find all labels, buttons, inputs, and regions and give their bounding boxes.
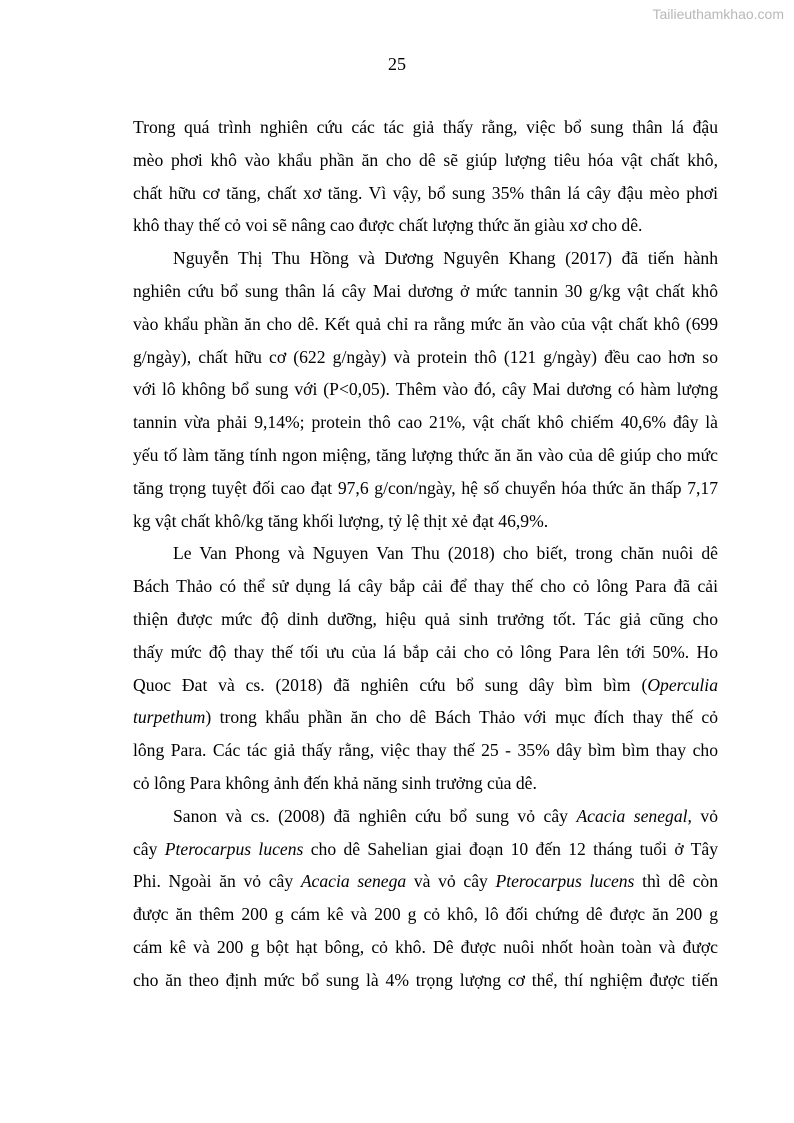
paragraph-2 [133,242,718,537]
text-line: turpethum) trong khẩu phần ăn cho dê Bách Thảo với mục đích thay thế cỏ [133,707,718,728]
text-line: nghiên cứu bổ sung thân lá cây Mai dương ở mức tannin 30 g/kg vật chất khô [133,280,718,301]
paragraph-4 [133,800,718,997]
body-text [133,111,718,997]
text-line: thiện được mức độ dinh dưỡng, hiệu quả sinh trưởng tốt. Tác giả cũng cho [133,608,718,629]
text-line: tăng trọng tuyệt đối cao đạt 97,6 g/con/ngày, hệ số chuyển hóa thức ăn thấp 7,17 [133,477,718,498]
text-line: vào khẩu phần ăn cho dê. Kết quả chỉ ra rằng mức ăn vào của vật chất khô (699 [133,313,718,334]
text-line: cám kê và 200 g bột hạt bông, cỏ khô. Dê được nuôi nhốt hoàn toàn và được [133,936,718,957]
text-line: Phi. Ngoài ăn vỏ cây Acacia senega và vỏ cây Pterocarpus lucens thì dê còn [133,871,718,892]
text-line: Le Van Phong và Nguyen Van Thu (2018) cho biết, trong chăn nuôi dê [173,543,718,564]
text-line: với lô không bổ sung với (P<0,05). Thêm vào đó, cây Mai dương có hàm lượng [133,379,718,400]
text-line: Trong quá trình nghiên cứu các tác giả thấy rằng, việc bổ sung thân lá đậu [133,117,718,137]
text-line: g/ngày), chất hữu cơ (622 g/ngày) và protein thô (121 g/ngày) đều cao hơn so [133,346,718,367]
watermark: Tailieuthamkhao.com [652,6,784,22]
text-line: cho ăn theo định mức bổ sung là 4% trọng lượng cơ thể, thí nghiệm được tiến [133,969,718,990]
text-line: khô thay thế cỏ voi sẽ nâng cao được chất lượng thức ăn giàu xơ cho dê. [133,215,643,236]
text-line: chất hữu cơ tăng, chất xơ tăng. Vì vậy, bổ sung 35% thân lá cây đậu mèo phơi [133,182,718,203]
text-line: tannin vừa phải 9,14%; protein thô cao 21%, vật chất khô chiếm 40,6% đây là [133,412,718,433]
text-line: cây Pterocarpus lucens cho dê Sahelian giai đoạn 10 đến 12 tháng tuổi ở Tây [133,838,718,859]
text-line: mèo phơi khô vào khẩu phần ăn cho dê sẽ giúp lượng tiêu hóa vật chất khô, [133,149,718,170]
paragraph-3 [133,537,718,799]
text-line: lông Para. Các tác giả thấy rằng, việc thay thế 25 - 35% dây bìm bìm thay cho [133,740,718,761]
text-line: cỏ lông Para không ảnh đến khả năng sinh trưởng của dê. [133,772,537,793]
text-line: yếu tố làm tăng tính ngon miệng, tăng lượng thức ăn ăn vào của dê giúp cho mức [133,444,718,465]
text-line: Nguyễn Thị Thu Hồng và Dương Nguyên Khang (2017) đã tiến hành [173,248,718,269]
text-line: Sanon và cs. (2008) đã nghiên cứu bổ sung vỏ cây Acacia senegal, vỏ [173,805,719,826]
paragraph-1 [133,111,718,242]
text-line: Bách Thảo có thể sử dụng lá cây bắp cải để thay thế cho cỏ lông Para đã cải [133,576,718,597]
text-line: Quoc Đat và cs. (2018) đã nghiên cứu bổ sung dây bìm bìm (Operculia [133,674,718,695]
text-line: thấy mức độ thay thế tối ưu của lá bắp cải cho cỏ lông Para lên tới 50%. Ho [133,641,718,662]
text-line: kg vật chất khô/kg tăng khối lượng, tỷ lệ thịt xẻ đạt 46,9%. [133,510,549,531]
text-line: được ăn thêm 200 g cám kê và 200 g cỏ khô, lô đối chứng dê được ăn 200 g [133,904,718,925]
page-number: 25 [388,54,406,74]
